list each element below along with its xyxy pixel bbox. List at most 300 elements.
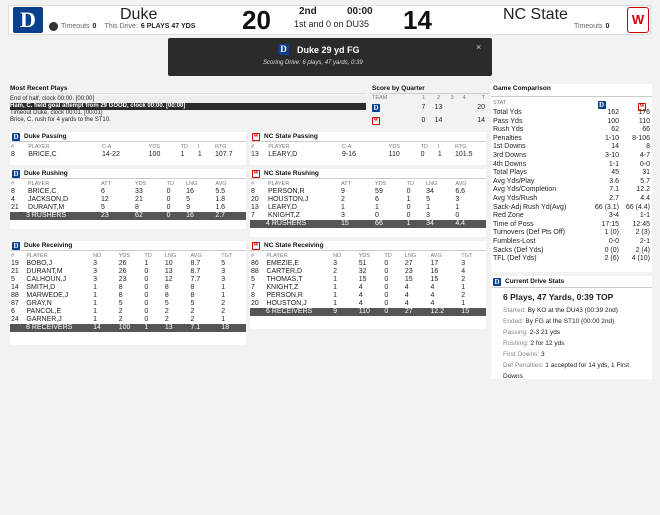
drive-detail-value: 1 accepted for 14 yds, 1 First Downs: [503, 362, 630, 380]
table-cell: 6: [101, 188, 105, 195]
score-by-quarter-panel: [370, 84, 489, 128]
table-row: [10, 204, 246, 212]
column-header: YDS: [148, 144, 160, 150]
drive-summary: 6 PLAYS 47 YDS: [140, 23, 196, 30]
table-cell: MARWEDE,J: [26, 292, 69, 299]
table-cell: 6: [11, 308, 15, 315]
comparison-row: [491, 118, 652, 127]
table-cell: PANCOL,E: [26, 308, 62, 315]
total-row: [250, 308, 486, 316]
table-cell: 23: [118, 276, 127, 283]
drive-detail-value: 2-3 21 yds: [529, 329, 561, 336]
table-cell: 13: [164, 268, 173, 275]
column-header: RTG: [215, 144, 227, 150]
table-cell: 21: [135, 196, 143, 203]
table-cell: 6.6: [455, 188, 466, 195]
table-row: [250, 268, 486, 276]
column-header: ATT: [341, 181, 351, 187]
table-cell: KNIGHT,Z: [268, 212, 300, 219]
table-cell: 1: [221, 284, 226, 291]
stat-name: 3rd Downs: [493, 151, 527, 159]
table-cell: 7.7: [190, 276, 201, 283]
table-cell: 1: [221, 316, 226, 323]
table-cell: 1: [197, 151, 202, 158]
table-cell: HOUSTON,J: [266, 300, 307, 307]
table-row: [10, 260, 246, 268]
column-header: LNG: [186, 181, 198, 187]
table-cell: 8.7: [190, 268, 201, 275]
away-timeouts-label: Timeouts: [574, 23, 603, 30]
panel-title: Duke Passing: [24, 133, 67, 140]
column-header: TGT: [461, 253, 473, 259]
table-cell: 17: [430, 260, 439, 267]
table-cell: 5: [101, 204, 105, 211]
ncstate-stat: 2 (3): [635, 229, 650, 237]
stats-table: [250, 180, 486, 228]
stat-header: STAT: [493, 100, 507, 106]
table-cell: 1: [221, 292, 226, 299]
table-cell: 8.7: [190, 260, 201, 267]
stat-name: Sack-Adj Rush Yd(Avg): [493, 203, 567, 211]
game-comparison-panel: [491, 84, 652, 272]
column-header: NO: [93, 253, 102, 259]
home-timeouts-label: Timeouts: [61, 23, 90, 30]
sbq-header: TEAM: [372, 95, 388, 101]
ncstate-logo-icon: W: [639, 104, 645, 109]
sbq-cell: 0: [421, 117, 426, 124]
table-cell: 4: [358, 300, 363, 307]
table-cell: 4: [404, 292, 409, 299]
comparison-row: [491, 255, 652, 264]
total-cell: 110: [358, 308, 384, 316]
table-cell: 107.7: [215, 151, 233, 158]
drive-detail: [503, 338, 640, 349]
drive-detail: [503, 349, 640, 360]
ncstate-stat: 4 (10): [631, 255, 650, 263]
duke-stat: 3.6: [609, 177, 619, 185]
table-cell: 4: [430, 292, 435, 299]
drive-detail: [503, 305, 640, 316]
recent-plays-title: Most Recent Plays: [10, 85, 68, 92]
table-cell: 21: [11, 204, 19, 211]
sbq-header: 1: [421, 95, 426, 101]
table-cell: 8: [251, 292, 255, 299]
stat-name: Avg Yds/Completion: [493, 186, 557, 194]
drive-detail-label: Ended:: [503, 318, 524, 325]
home-timeouts: 0: [92, 23, 97, 30]
table-cell: 1: [455, 204, 460, 211]
stats-table: [250, 143, 486, 159]
table-cell: 8: [11, 188, 15, 195]
duke-stat: 1-1: [608, 160, 619, 168]
table-cell: 8: [118, 292, 123, 299]
comparison-row: [491, 238, 652, 247]
table-row: [10, 292, 246, 300]
table-cell: 2: [118, 308, 123, 315]
table-cell: 20: [251, 196, 259, 203]
table-cell: EMEZIE,E: [266, 260, 300, 267]
stats-table: [10, 180, 246, 220]
stat-name: Penalties: [493, 134, 522, 142]
column-header: TD: [406, 181, 415, 187]
table-row: [10, 188, 246, 196]
column-header: #: [251, 253, 255, 259]
table-cell: 5: [221, 260, 226, 267]
panel-header: [250, 132, 486, 141]
table-cell: 0: [166, 204, 171, 211]
comparison-row: [491, 143, 652, 152]
column-header: YDS: [375, 181, 387, 187]
total-cell: 15: [340, 220, 374, 228]
stat-name: Total Plays: [493, 169, 527, 177]
comparison-row: [491, 109, 652, 118]
ncstate-stat: 8-106: [632, 134, 650, 142]
duke-logo-icon: D: [13, 132, 19, 141]
total-cell: 23: [100, 212, 134, 220]
stats-table: [10, 252, 246, 332]
column-header: #: [11, 253, 15, 259]
table-cell: 1: [461, 284, 466, 291]
table-cell: LEARY,D: [268, 204, 297, 211]
table-cell: 4: [404, 284, 409, 291]
table-cell: 2: [190, 308, 195, 315]
table-cell: 5: [118, 300, 123, 307]
table-cell: 101.5: [455, 151, 473, 158]
table-cell: THOMAS,T: [266, 276, 303, 283]
comparison-row: [491, 221, 652, 230]
stat-name: Avg Yds/Play: [493, 177, 535, 185]
sbq-row-ncstate: [370, 114, 489, 127]
header-row: [10, 252, 246, 260]
table-cell: 0: [384, 300, 389, 307]
duke-stat: 14: [611, 143, 619, 151]
popup-title: Duke 29 yd FG: [297, 44, 360, 55]
table-row: [250, 292, 486, 300]
stat-name: Total Yds: [493, 109, 522, 116]
table-cell: 5: [190, 300, 195, 307]
ncstate-logo-icon: W: [253, 170, 259, 176]
column-header: RTG: [455, 144, 467, 150]
table-cell: 3: [455, 196, 460, 203]
quarter: 2nd: [299, 6, 317, 17]
drive-label: This Drive:: [104, 23, 138, 30]
column-header: PLAYER: [28, 181, 50, 187]
duke-logo-icon: D: [494, 277, 500, 286]
table-cell: 14-22: [101, 151, 120, 158]
total-cell: 12.2: [430, 308, 461, 316]
panel-title: Duke Rushing: [24, 170, 68, 177]
table-cell: PERSON,R: [266, 292, 303, 299]
table-cell: 8: [118, 284, 123, 291]
table-cell: 9: [186, 204, 191, 211]
table-cell: 1: [93, 316, 97, 323]
table-cell: 3: [333, 260, 337, 267]
duke-rushing-panel: [10, 169, 246, 229]
table-row: [10, 300, 246, 308]
header-row: [10, 180, 246, 188]
duke-stat: 7.1: [609, 186, 619, 194]
table-cell: 3: [426, 212, 431, 219]
duke-logo-icon: D: [598, 101, 605, 109]
table-cell: 2: [118, 316, 123, 323]
column-header: TD: [420, 144, 428, 150]
popup-subtitle: Scoring Drive: 6 plays, 47 yards, 0:39: [263, 60, 363, 66]
total-cell: 27: [404, 308, 430, 316]
duke-stat: 0 (0): [604, 246, 619, 254]
sbq-header: 3: [450, 95, 454, 101]
table-row: [10, 268, 246, 276]
drive-detail-value: By FG at the ST10 (00:00 2nd): [525, 318, 615, 325]
table-cell: 1: [333, 300, 337, 307]
table-cell: 2: [341, 196, 345, 203]
drive-detail-label: Def Penalties:: [503, 362, 544, 369]
ncstate-logo-icon: W: [373, 118, 379, 123]
sbq-cell: 14: [434, 117, 443, 124]
ncstate-stat: 31: [642, 169, 650, 177]
header-row: [10, 143, 246, 151]
table-cell: 5: [186, 196, 191, 203]
duke-logo-icon: D: [13, 169, 19, 178]
table-cell: 5.5: [215, 188, 226, 195]
column-header: #: [251, 144, 255, 150]
panel-header: [10, 241, 246, 250]
table-cell: 0: [384, 276, 389, 283]
table-cell: KNIGHT,Z: [266, 284, 299, 291]
comparison-row: [491, 186, 652, 195]
table-cell: 32: [358, 268, 367, 275]
column-header: PLAYER: [268, 181, 290, 187]
table-cell: 1: [406, 196, 411, 203]
table-cell: 20: [251, 300, 259, 307]
table-cell: 0: [144, 276, 149, 283]
table-cell: 87: [11, 300, 19, 307]
stat-name: Red Zone: [493, 212, 524, 220]
table-cell: 88: [11, 292, 19, 299]
column-header: TD: [144, 253, 152, 259]
table-cell: 5: [164, 300, 169, 307]
table-cell: 51: [358, 260, 367, 267]
table-row: [10, 151, 246, 159]
total-cell: 4.4: [454, 220, 486, 228]
duke-stat: 17:15: [601, 220, 619, 228]
drive-detail-label: Passing:: [503, 329, 528, 336]
table-cell: 8: [164, 284, 169, 291]
stat-name: 1st Downs: [493, 143, 526, 151]
comparison-row: [491, 161, 652, 170]
drive-detail-value: 3: [540, 351, 545, 358]
table-row: [10, 196, 246, 204]
table-cell: 1: [333, 284, 337, 291]
table-cell: 5: [426, 196, 431, 203]
ncstate-stat: 176: [638, 109, 650, 116]
table-row: [250, 260, 486, 268]
column-header: PLAYER: [28, 144, 50, 150]
comparison-row: [491, 135, 652, 144]
duke-stat: 3-10: [604, 151, 619, 159]
table-cell: 3: [93, 268, 97, 275]
column-header: #: [11, 144, 15, 150]
total-cell: 0: [383, 308, 404, 316]
table-cell: 0: [420, 151, 425, 158]
table-cell: DURANT,M: [26, 268, 63, 275]
comparison-row: [491, 169, 652, 178]
table-cell: 2: [164, 308, 169, 315]
table-cell: 9-16: [341, 151, 356, 158]
table-cell: 8: [11, 151, 15, 158]
duke-stat: 62: [611, 126, 619, 134]
duke-logo-icon: D: [373, 103, 379, 112]
stat-name: TFL (Def Yds): [493, 255, 537, 263]
close-icon[interactable]: ×: [476, 42, 482, 52]
stat-name: Fumbles-Lost: [493, 237, 536, 245]
total-cell: 1: [406, 220, 425, 228]
stat-name: Rush Yds: [493, 126, 524, 134]
total-cell: 100: [118, 324, 144, 332]
table-cell: 5: [11, 276, 15, 283]
total-label: 3 RUSHERS: [10, 212, 100, 220]
table-row: [10, 316, 246, 324]
table-cell: 0: [375, 212, 379, 219]
total-row: [250, 220, 486, 228]
table-cell: 24: [11, 316, 19, 323]
drive-detail-label: Rushing:: [503, 340, 529, 347]
table-cell: 0: [406, 204, 411, 211]
table-cell: 88: [251, 268, 259, 275]
ncstate-stat: 0-0: [639, 160, 650, 168]
table-cell: 27: [404, 260, 413, 267]
drive-headline: 6 Plays, 47 Yards, 0:39 TOP: [503, 292, 614, 302]
column-header: ATT: [101, 181, 111, 187]
table-cell: 3: [221, 268, 226, 275]
column-header: YDS: [135, 181, 147, 187]
duke-logo-icon: D: [278, 44, 289, 55]
column-header: I: [197, 144, 200, 150]
header-row: [250, 180, 486, 188]
table-cell: 6: [375, 196, 379, 203]
stat-name: Turnovers (Def Pts Off): [493, 229, 565, 237]
table-cell: 12: [101, 196, 109, 203]
ncstate-stat: 1-1: [639, 212, 650, 220]
table-row: [250, 284, 486, 292]
drive-detail: [503, 360, 640, 382]
football-icon: [47, 20, 59, 32]
table-cell: 59: [375, 188, 383, 195]
column-header: LNG: [164, 253, 177, 259]
table-cell: 1: [341, 204, 345, 211]
table-cell: HOUSTON,J: [268, 196, 309, 203]
table-cell: CARTER,D: [266, 268, 303, 275]
table-cell: 15: [404, 276, 413, 283]
table-cell: 0: [166, 188, 171, 195]
column-header: C-A: [341, 144, 352, 150]
table-row: [250, 276, 486, 284]
comparison-row: [491, 212, 652, 221]
drive-detail-value: By KO at the DU43 (00:39 2nd): [527, 307, 618, 314]
duke-stat: 1 (0): [604, 229, 619, 237]
column-header: #: [11, 181, 15, 187]
game-clock: 00:00: [347, 6, 373, 17]
panel-title: NC State Receiving: [264, 242, 324, 249]
column-header: #: [251, 181, 255, 187]
table-cell: 4: [358, 284, 363, 291]
table-row: [250, 204, 486, 212]
table-cell: 7: [251, 212, 255, 219]
total-row: [10, 324, 246, 332]
table-cell: JACKSON,D: [28, 196, 69, 203]
table-cell: 15: [430, 276, 439, 283]
table-cell: 8: [190, 292, 195, 299]
column-header: YDS: [388, 144, 400, 150]
sbq-header: T: [481, 95, 485, 101]
panel-title: NC State Rushing: [264, 170, 319, 177]
stat-name: Sacks (Def Yds): [493, 246, 544, 254]
table-cell: SMITH,D: [26, 284, 56, 291]
drive-detail: [503, 327, 640, 338]
total-cell: 14: [92, 324, 118, 332]
table-cell: 0: [406, 188, 411, 195]
sbq-cell: 20: [477, 104, 485, 111]
comparison-row: [491, 178, 652, 187]
table-row: [10, 276, 246, 284]
table-row: [250, 300, 486, 308]
total-cell: 13: [164, 324, 190, 332]
panel-header: [250, 169, 486, 178]
total-cell: 18: [220, 324, 246, 332]
drive-detail: [503, 316, 640, 327]
stat-name: Pass Yds: [493, 117, 523, 125]
ncstate-logo-icon: W: [253, 242, 259, 248]
table-cell: 21: [11, 268, 19, 275]
duke-stat: 45: [611, 169, 619, 177]
table-cell: 12: [164, 276, 173, 283]
duke-stat: 0-0: [608, 237, 619, 245]
drive-detail-label: Started:: [503, 307, 526, 314]
column-header: YDS: [118, 253, 131, 259]
ncstate-stat: 66 (4.4): [625, 203, 650, 211]
table-cell: 1: [93, 292, 97, 299]
table-cell: 33: [135, 188, 143, 195]
current-drive-title: Current Drive Stats: [505, 278, 565, 285]
away-team-name: NC State: [503, 6, 568, 23]
table-cell: 16: [430, 268, 439, 275]
column-header: AVG: [190, 253, 202, 259]
total-cell: 15: [460, 308, 486, 316]
ncstate-stat: 66: [642, 126, 650, 134]
ncstate-stat: 12:45: [632, 220, 650, 228]
table-cell: PERSON,R: [268, 188, 305, 195]
stat-name: Avg Yds/Rush: [493, 194, 538, 202]
table-cell: 34: [426, 188, 434, 195]
table-row: [10, 308, 246, 316]
stat-name: 4th Downs: [493, 160, 527, 168]
total-cell: 0: [166, 212, 185, 220]
play-item: Timeout Duke, clock 00:01. [00:01]: [10, 110, 103, 116]
duke-passing-panel: [10, 132, 246, 165]
table-cell: 1: [180, 151, 185, 158]
table-cell: 4: [11, 196, 15, 203]
table-cell: 10: [164, 260, 173, 267]
scoring-popup: [168, 38, 492, 76]
table-cell: 15: [358, 276, 367, 283]
table-cell: 8: [190, 284, 195, 291]
column-header: LNG: [404, 253, 417, 259]
column-header: AVG: [430, 253, 442, 259]
ncstate-rushing-panel: [250, 169, 486, 237]
panel-header: [250, 241, 486, 250]
total-row: [10, 212, 246, 220]
table-cell: 1: [333, 292, 337, 299]
table-cell: 0: [384, 284, 389, 291]
